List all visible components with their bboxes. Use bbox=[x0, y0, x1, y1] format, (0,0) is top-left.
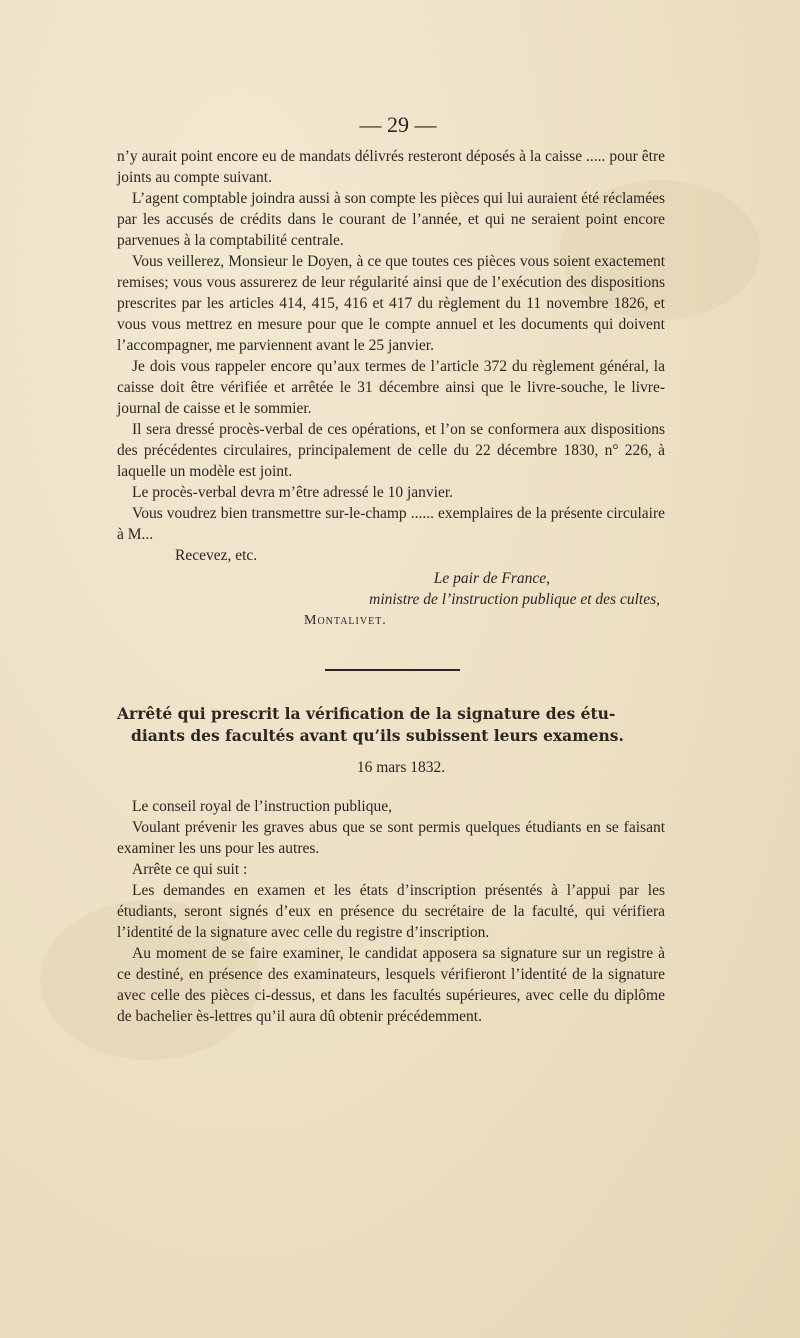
signature-title: Le pair de France, bbox=[433, 570, 550, 587]
decree-heading-line: diants des facultés avant qu’ils subissent leurs examens. bbox=[131, 726, 624, 745]
page-number: — 29 — bbox=[359, 112, 437, 137]
paragraph: Voulant prévenir les graves abus que se sont permis quelques étudiants en se faisant examiner les uns pour les autres. bbox=[117, 819, 665, 857]
paragraph: Les demandes en examen et les états d’inscription présentés à l’appui par les étudiants, seront signés d’eux en présence du secrétaire de la faculté, qui vérifiera l’identité de la signature avec celle du registre d’inscription. bbox=[117, 882, 665, 941]
paragraph: Arrête ce qui suit : bbox=[132, 861, 248, 878]
paragraph: Je dois vous rappeler encore qu’aux termes de l’article 372 du règlement général, la caisse doit être vérifiée et arrêtée le 31 décembre ainsi que le livre-souche, le livre-journal de caisse et le sommier. bbox=[117, 358, 665, 417]
paragraph: Le conseil royal de l’instruction publique, bbox=[132, 798, 392, 815]
paragraph: Au moment de se faire examiner, le candidat apposera sa signature sur un registre à ce destiné, en présence des examinateurs, lesquels vérifieront l’identité de la signature avec celle des pièces ci-dessus, et dans les facultés supérieures, avec celle du diplôme de bachelier ès-lettres qu’il aura dû obtenir précédemment. bbox=[117, 945, 665, 1025]
signature-name: Montalivet. bbox=[304, 613, 387, 628]
paragraph: L’agent comptable joindra aussi à son compte les pièces qui lui auraient été réclamées par les accusés de crédits dans le courant de l’année, et qui ne seraient point encore parvenues à la comptabilité centrale. bbox=[117, 190, 665, 249]
decree-body bbox=[117, 796, 665, 1027]
paragraph: Le procès-verbal devra m’être adressé le 10 janvier. bbox=[132, 484, 454, 501]
signature-office: ministre de l’instruction publique et des cultes, bbox=[369, 591, 660, 608]
decree-date: 16 mars 1832. bbox=[356, 759, 446, 776]
paragraph: n’y aurait point encore eu de mandats délivrés resteront déposés à la caisse ..... pour être joints au compte suivant. bbox=[117, 148, 665, 186]
decree-heading-line: Arrêté qui prescrit la vérification de la signature des étu- bbox=[117, 704, 616, 723]
salutation: Recevez, etc. bbox=[175, 547, 258, 564]
document-page bbox=[117, 112, 665, 1027]
paragraph: Vous voudrez bien transmettre sur-le-champ ...... exemplaires de la présente circulaire à M... bbox=[117, 505, 665, 543]
paragraph: Il sera dressé procès-verbal de ces opérations, et l’on se conformera aux dispositions des précédentes circulaires, principalement de celle du 22 décembre 1830, n° 226, à laquelle un modèle est joint. bbox=[117, 421, 665, 480]
decree-heading bbox=[117, 703, 665, 747]
section-divider bbox=[325, 669, 460, 671]
paragraph: Vous veillerez, Monsieur le Doyen, à ce que toutes ces pièces vous soient exactement remises; vous vous assurerez de leur régularité ainsi que de l’exécution des dispositions prescrites par les articles 414, 415, 416 et 417 du règlement du 11 novembre 1826, et vous vous mettrez en mesure pour que le compte annuel et les documents qui doivent l’accompagner, me parviennent avant le 25 janvier. bbox=[117, 253, 665, 354]
circular-body bbox=[117, 146, 665, 631]
